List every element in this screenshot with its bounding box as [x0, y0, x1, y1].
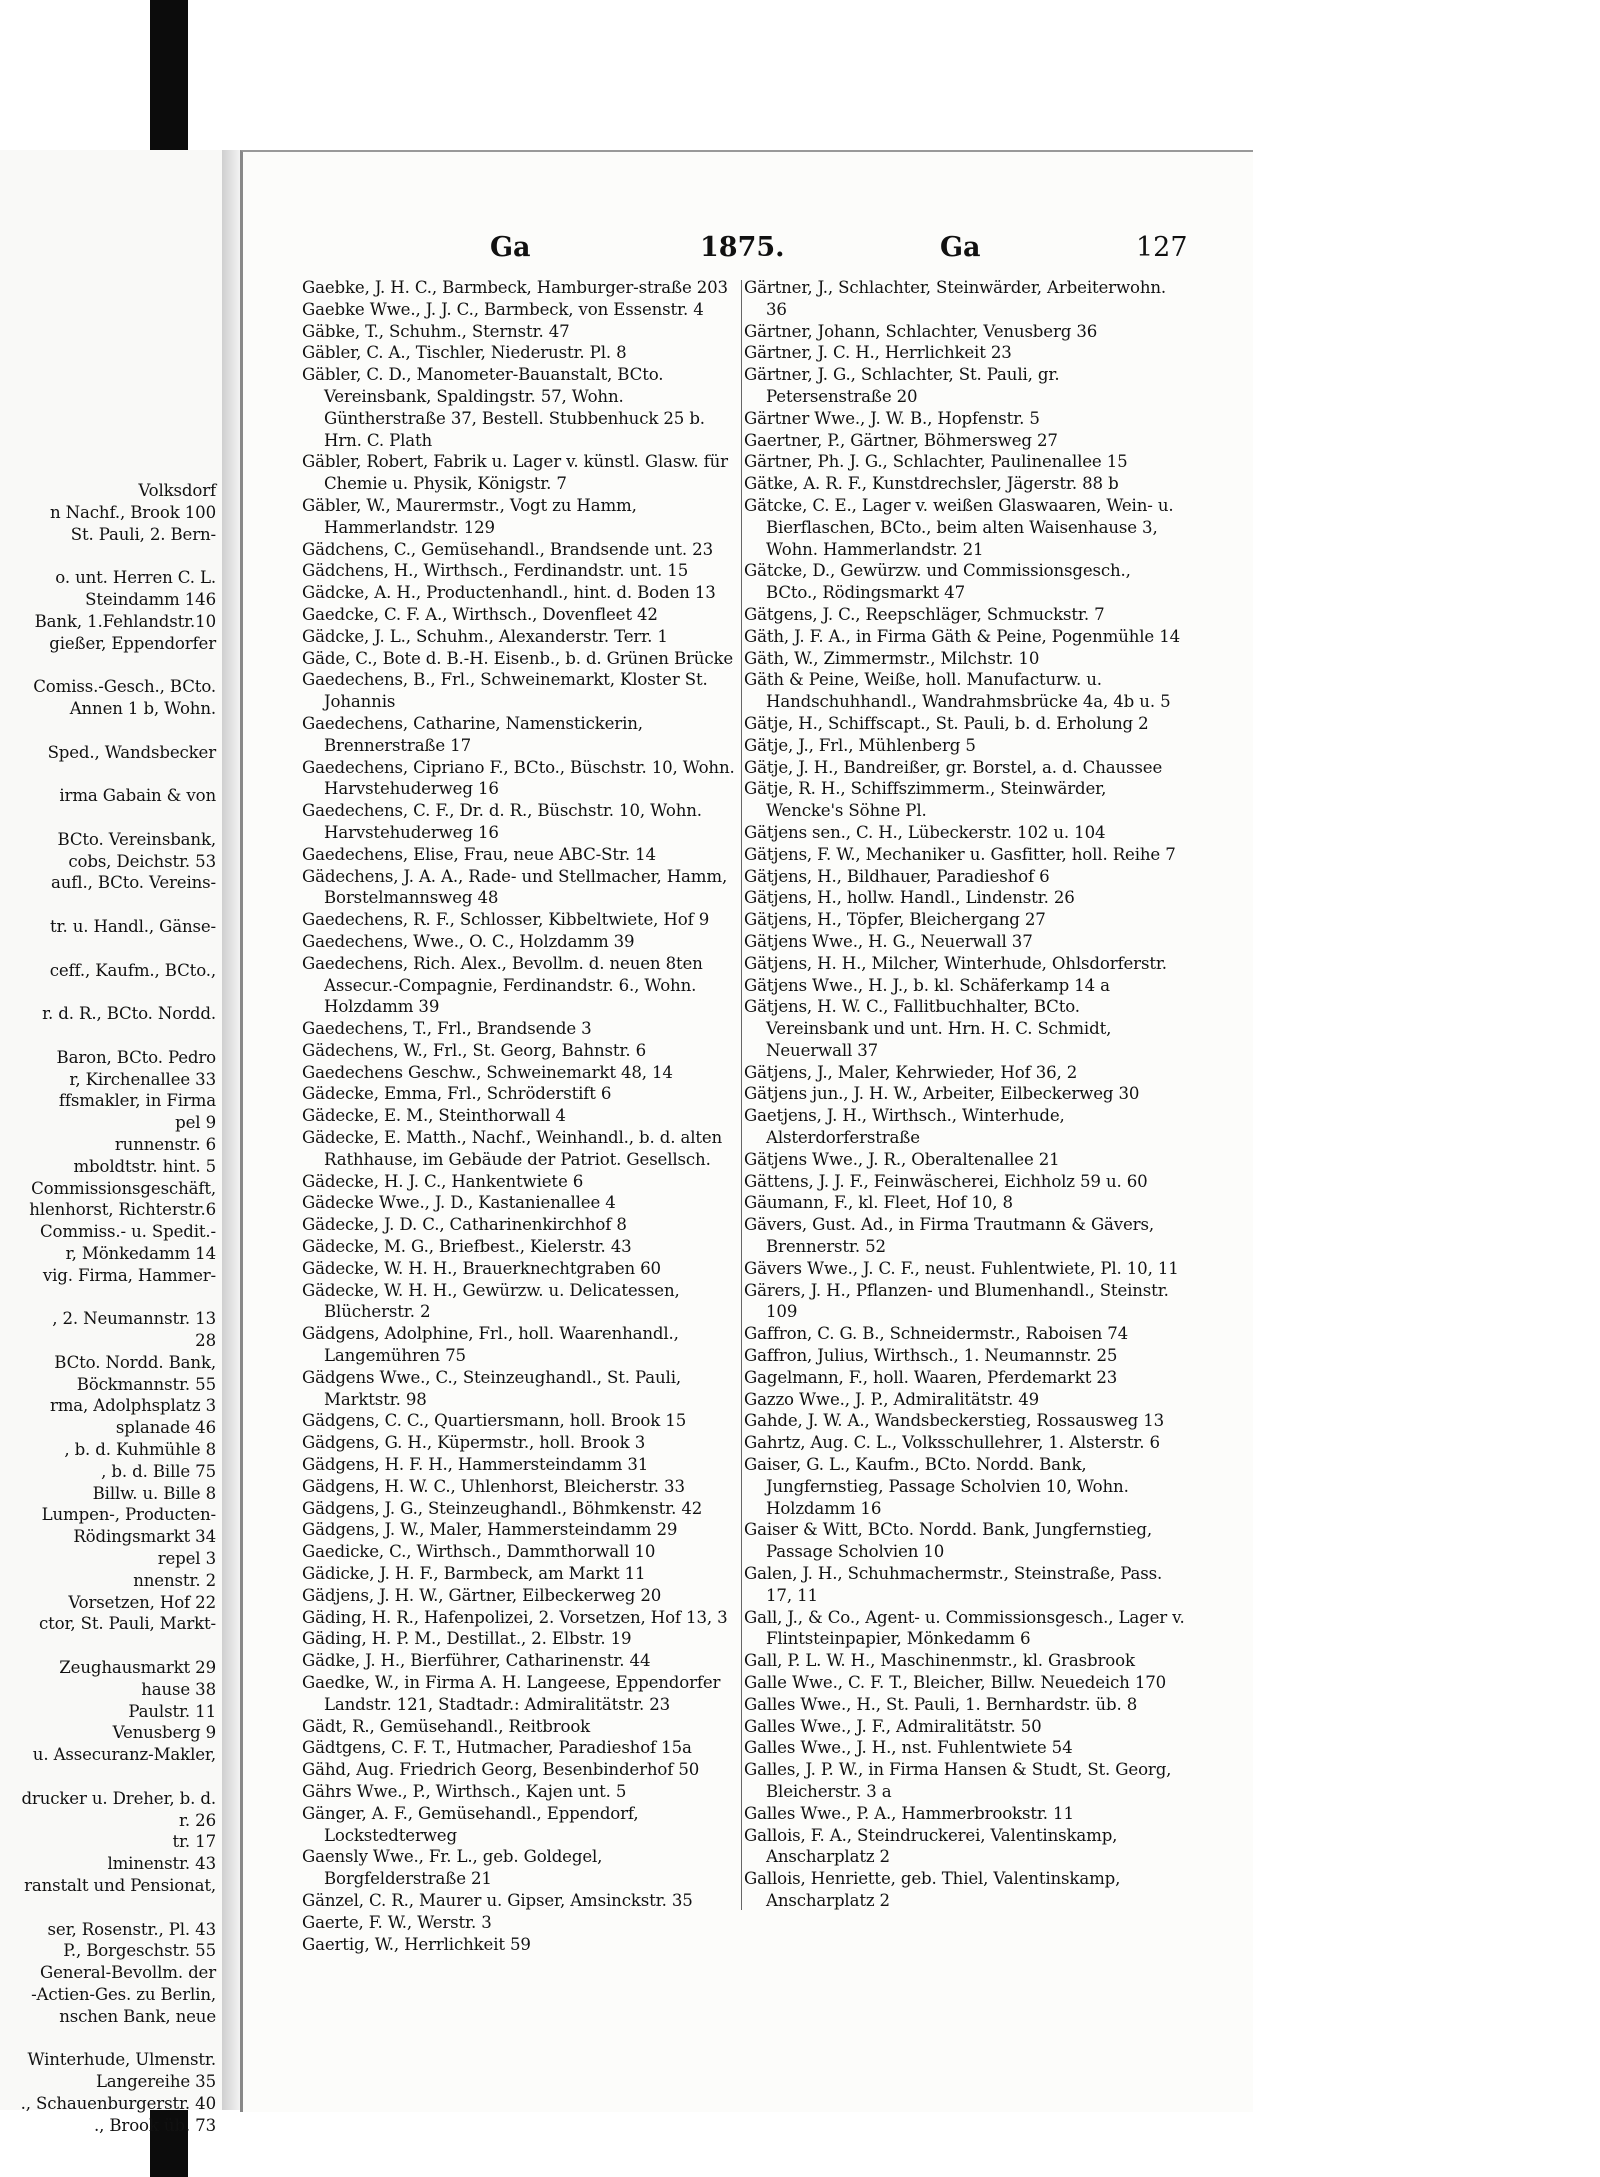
left-fragment-line: ranstalt und Pensionat,: [24, 1876, 216, 1895]
left-page: [0, 150, 224, 2135]
directory-entry: Gaedechens, R. F., Schlosser, Kibbeltwiete, Hof 9: [302, 910, 710, 930]
left-fragment-line: hlenhorst, Richterstr.6: [29, 1200, 216, 1220]
directory-entry: Gädgens, H. F. H., Hammersteindamm 31: [302, 1455, 649, 1475]
left-fragment-line: Lumpen-, Producten-: [41, 1505, 216, 1525]
left-fragment-line: Volksdorf: [138, 481, 216, 500]
directory-entry: Gädcke, A. H., Productenhandl., hint. d. Boden 13: [302, 583, 716, 603]
left-fragment-line: -Actien-Ges. zu Berlin,: [31, 1984, 216, 2004]
directory-entry: Gädecke, Emma, Frl., Schröderstift 6: [302, 1084, 612, 1104]
directory-entry: Gävers, Gust. Ad., in Firma Trautmann & Gävers, Brennerstr. 52: [744, 1215, 1154, 1257]
left-fragment-line: drucker u. Dreher, b. d.: [21, 1788, 216, 1808]
directory-entry: Gäth & Peine, Weiße, holl. Manufacturw. u. Handschuhhandl., Wandrahmsbrücke 4a, 4b u. 5: [744, 670, 1171, 712]
directory-entry: Gaensly Wwe., Fr. L., geb. Goldegel, Borgfelderstraße 21: [302, 1847, 603, 1889]
directory-entry: Gäde, C., Bote d. B.-H. Eisenb., b. d. Grünen Brücke: [302, 648, 734, 668]
directory-entry: Gädecke, H. J. C., Hankentwiete 6: [302, 1171, 584, 1191]
left-fragment-line: pel 9: [175, 1113, 216, 1133]
left-fragment-line: r, Mönkedamm 14: [65, 1243, 216, 1263]
left-fragment-line: hause 38: [141, 1679, 216, 1699]
left-fragment-line: Bank, 1.Fehlandstr.10: [34, 611, 216, 631]
left-fragment-line: ser, Rosenstr., Pl. 43: [47, 1919, 216, 1939]
directory-entry: Gänzel, C. R., Maurer u. Gipser, Amsinckstr. 35: [302, 1890, 693, 1910]
left-fragment-line: cobs, Deichstr. 53: [68, 851, 216, 871]
left-fragment-line: ., Schauenburgerstr. 40: [20, 2093, 216, 2113]
directory-entry: Gaedechens, C. F., Dr. d. R., Büschstr. 10, Wohn. Harvstehuderweg 16: [302, 801, 702, 842]
directory-entry: Gätgens, J. C., Reepschläger, Schmuckstr. 7: [744, 604, 1105, 624]
directory-entry: Gaedechens, T., Frl., Brandsende 3: [302, 1019, 592, 1039]
left-fragment-line: Steindamm 146: [85, 589, 216, 609]
directory-entry: Gallois, Henriette, geb. Thiel, Valentinskamp, Anscharplatz 2: [744, 1869, 1121, 1910]
directory-entry: Gall, J., & Co., Agent- u. Commissionsgesch., Lager v. Flintsteinpapier, Mönkedamm 6: [744, 1607, 1185, 1649]
directory-entry: Gäbler, Robert, Fabrik u. Lager v. künstl. Glasw. für Chemie u. Physik, Königstr. 7: [302, 452, 728, 494]
left-fragment-line: [0, 2028, 222, 2050]
directory-entry: Gaedechens, Rich. Alex., Bevollm. d. neuen 8ten Assecur.-Compagnie, Ferdinandstr. 6., Wohn. Holzdamm 39: [302, 953, 703, 1017]
directory-entry: Gätcke, D., Gewürzw. und Commissionsgesch., BCto., Rödingsmarkt 47: [744, 561, 1131, 603]
left-fragment-line: [0, 654, 222, 676]
page-number: 127: [1136, 232, 1188, 263]
left-fragment-line: [0, 1025, 222, 1047]
left-fragment-line: tr. u. Handl., Gänse-: [50, 916, 216, 936]
running-head: [300, 232, 1200, 268]
directory-entry: Gätjens Wwe., H. J., b. kl. Schäferkamp 14 a: [744, 975, 1110, 995]
directory-entry: Gätje, H., Schiffscapt., St. Pauli, b. d. Erholung 2: [744, 713, 1149, 733]
left-fragment-line: P., Borgeschstr. 55: [63, 1941, 216, 1961]
left-fragment-line: splanade 46: [115, 1418, 216, 1438]
left-fragment-line: [0, 545, 222, 567]
directory-entry: Gädchens, C., Gemüsehandl., Brandsende unt. 23: [302, 539, 713, 559]
directory-entry: Gaedechens, Catharine, Namenstickerin, Brennerstraße 17: [302, 713, 643, 755]
gutter-shadow: [222, 150, 240, 2110]
directory-entry: Gärtner Wwe., J. W. B., Hopfenstr. 5: [744, 408, 1040, 428]
directory-entry: Gaffron, Julius, Wirthsch., 1. Neumannstr. 25: [744, 1346, 1118, 1366]
directory-entry: Gaffron, C. G. B., Schneidermstr., Raboisen 74: [744, 1324, 1129, 1344]
directory-entry: Gätjens, F. W., Mechaniker u. Gasfitter, holl. Reihe 7: [744, 844, 1176, 864]
left-fragment-line: aufl., BCto. Vereins-: [51, 873, 216, 893]
directory-entry: Gätke, A. R. F., Kunstdrechsler, Jägerstr. 88 b: [744, 474, 1119, 494]
directory-entry: Gahde, J. W. A., Wandsbeckerstieg, Rossausweg 13: [744, 1411, 1165, 1431]
left-fragment-line: mboldtstr. hint. 5: [73, 1156, 216, 1176]
left-fragment-line: [0, 894, 222, 916]
left-fragment-line: repel 3: [157, 1549, 216, 1569]
directory-entry: Gärtner, Johann, Schlachter, Venusberg 36: [744, 321, 1098, 341]
directory-entry: Gänger, A. F., Gemüsehandl., Eppendorf, Lockstedterweg: [302, 1803, 639, 1845]
left-fragment-line: BCto. Vereinsbank,: [57, 829, 216, 849]
directory-entry: Gädecke, E. Matth., Nachf., Weinhandl., b. d. alten Rathhause, im Gebäude der Patriot. Gesellsch.: [302, 1128, 723, 1169]
directory-entry: Gärtner, J., Schlachter, Steinwärder, Arbeiterwohn. 36: [744, 278, 1167, 319]
directory-entry: Gädecke, W. H. H., Brauerknechtgraben 60: [302, 1258, 661, 1278]
directory-entry: Gätjens Wwe., J. R., Oberaltenallee 21: [744, 1149, 1060, 1169]
left-fragment-line: Böckmannstr. 55: [76, 1374, 216, 1394]
directory-entry: Gärtner, J. G., Schlachter, St. Pauli, gr. Petersenstraße 20: [744, 365, 1060, 406]
directory-entry: Gaedicke, C., Wirthsch., Dammthorwall 10: [302, 1542, 656, 1562]
directory-entry: Gädcke, J. L., Schuhm., Alexanderstr. Terr. 1: [302, 626, 668, 646]
directory-entry: Gaedke, W., in Firma A. H. Langeese, Eppendorfer Landstr. 121, Stadtadr.: Admiralitätstr. 23: [302, 1673, 721, 1714]
directory-entry: Gädgens Wwe., C., Steinzeughandl., St. Pauli, Marktstr. 98: [302, 1367, 681, 1409]
directory-entry: Gädicke, J. H. F., Barmbeck, am Markt 11: [302, 1564, 646, 1584]
left-fragment-line: [0, 807, 222, 829]
directory-entry: Gädtgens, C. F. T., Hutmacher, Paradieshof 15a: [302, 1738, 692, 1758]
left-fragment-line: Annen 1 b, Wohn.: [69, 698, 216, 718]
directory-entry: Gaetjens, J. H., Wirthsch., Winterhude, Alsterdorferstraße: [744, 1106, 1065, 1148]
directory-entry: Gätjens Wwe., H. G., Neuerwall 37: [744, 931, 1033, 951]
directory-entry: Gätje, J., Frl., Mühlenberg 5: [744, 735, 976, 755]
directory-entry: Gätjens, H., hollw. Handl., Lindenstr. 26: [744, 888, 1075, 908]
directory-entry: Gädgens, J. G., Steinzeughandl., Böhmkenstr. 42: [302, 1498, 703, 1518]
directory-entry: Gädecke Wwe., J. D., Kastanienallee 4: [302, 1193, 616, 1213]
left-fragment-line: lminenstr. 43: [107, 1854, 216, 1874]
directory-entry: Gätjens jun., J. H. W., Arbeiter, Eilbeckerweg 30: [744, 1084, 1140, 1104]
right-column: [744, 277, 1186, 1912]
left-fragment-line: Langereihe 35: [95, 2072, 216, 2092]
left-fragment-line: Winterhude, Ulmenstr.: [27, 2050, 216, 2070]
left-fragment-line: rma, Adolphsplatz 3: [49, 1396, 216, 1416]
left-fragment-line: r. 26: [178, 1810, 216, 1830]
left-fragment-line: [0, 981, 222, 1003]
directory-entry: Gätjens, H. W. C., Fallitbuchhalter, BCto. Vereinsbank und unt. Hrn. H. C. Schmidt, Neuerwall 37: [744, 997, 1112, 1060]
left-fragment-line: Baron, BCto. Pedro: [56, 1047, 216, 1067]
directory-entry: Galles Wwe., J. F., Admiralitätstr. 50: [744, 1716, 1042, 1736]
directory-entry: Galles Wwe., J. H., nst. Fuhlentwiete 54: [744, 1738, 1073, 1758]
directory-entry: Galle Wwe., C. F. T., Bleicher, Billw. Neuedeich 170: [744, 1673, 1167, 1692]
left-fragment-line: , 2. Neumannstr. 13: [52, 1309, 216, 1329]
directory-entry: Gährs Wwe., P., Wirthsch., Kajen unt. 5: [302, 1781, 627, 1801]
header-letters-left: Ga: [490, 232, 531, 263]
header-year: 1875.: [700, 232, 785, 263]
left-fragment-line: u. Assecuranz-Makler,: [32, 1745, 216, 1765]
directory-entry: Gaertig, W., Herrlichkeit 59: [302, 1934, 531, 1954]
left-fragment-line: nnenstr. 2: [133, 1570, 216, 1590]
left-fragment-line: [0, 763, 222, 785]
directory-entry: Gall, P. L. W. H., Maschinenmstr., kl. Grasbrook: [744, 1651, 1135, 1671]
directory-entry: Gaedechens, B., Frl., Schweinemarkt, Kloster St. Johannis: [302, 670, 708, 712]
left-fragment-line: [0, 1766, 222, 1788]
directory-entry: Gaebke, J. H. C., Barmbeck, Hamburger-straße 203: [302, 278, 728, 297]
directory-entry: Gätcke, C. E., Lager v. weißen Glaswaaren, Wein- u. Bierflaschen, BCto., beim alten Waisenhause 3, Wohn. Hammerlandstr. 21: [744, 495, 1174, 559]
left-fragment-line: gießer, Eppendorfer: [49, 633, 216, 653]
directory-entry: Gädjens, J. H. W., Gärtner, Eilbeckerweg 20: [302, 1585, 662, 1605]
directory-entry: Gätje, J. H., Bandreißer, gr. Borstel, a. d. Chaussee: [744, 757, 1163, 777]
directory-entry: Gärtner, J. C. H., Herrlichkeit 23: [744, 343, 1012, 363]
directory-entry: Gätjens, H. H., Milcher, Winterhude, Ohlsdorferstr.: [744, 953, 1167, 973]
directory-entry: Gädgens, C. C., Quartiersmann, holl. Brook 15: [302, 1411, 687, 1431]
left-fragment-line: Rödingsmarkt 34: [73, 1527, 216, 1547]
directory-entry: Gädechens, W., Frl., St. Georg, Bahnstr. 6: [302, 1040, 647, 1060]
directory-entry: Gätjens, H., Töpfer, Bleichergang 27: [744, 910, 1046, 930]
directory-entry: Gaedechens, Cipriano F., BCto., Büschstr. 10, Wohn. Harvstehuderweg 16: [302, 757, 735, 799]
directory-entry: Gäding, H. P. M., Destillat., 2. Elbstr. 19: [302, 1629, 632, 1649]
directory-entry: Gazzo Wwe., J. P., Admiralitätstr. 49: [744, 1389, 1040, 1409]
directory-entry: Gädecke, M. G., Briefbest., Kielerstr. 43: [302, 1237, 632, 1257]
directory-entry: Gätjens, H., Bildhauer, Paradieshof 6: [744, 866, 1050, 886]
left-fragment-line: [0, 1635, 222, 1657]
left-fragment-line: Commiss.- u. Spedit.-: [39, 1222, 216, 1242]
left-fragment-line: Venusberg 9: [112, 1723, 216, 1743]
left-fragment-line: [0, 1897, 222, 1919]
directory-entry: Gärers, J. H., Pflanzen- und Blumenhandl., Steinstr. 109: [744, 1280, 1169, 1322]
directory-entry: Gädecke, J. D. C., Catharinenkirchhof 8: [302, 1215, 627, 1235]
directory-entry: Gallois, F. A., Steindruckerei, Valentinskamp, Anscharplatz 2: [744, 1825, 1118, 1867]
directory-entry: Gäth, J. F. A., in Firma Gäth & Peine, Pogenmühle 14: [744, 626, 1181, 646]
left-column: [302, 277, 742, 1955]
directory-entry: Gätjens sen., C. H., Lübeckerstr. 102 u. 104: [744, 822, 1106, 842]
directory-entry: Gädechens, J. A. A., Rade- und Stellmacher, Hamm, Borstelmannsweg 48: [302, 866, 728, 908]
directory-entry: Gätje, R. H., Schiffszimmerm., Steinwärder, Wencke's Söhne Pl.: [744, 779, 1107, 821]
directory-entry: Gäumann, F., kl. Fleet, Hof 10, 8: [744, 1193, 1013, 1213]
left-fragment-line: Commissionsgeschäft,: [31, 1178, 216, 1198]
left-fragment-line: irma Gabain & von: [59, 786, 216, 806]
left-fragment-line: vig. Firma, Hammer-: [42, 1265, 216, 1285]
directory-entry: Gäding, H. R., Hafenpolizei, 2. Vorsetzen, Hof 13, 3: [302, 1607, 728, 1627]
left-fragment-line: [0, 1286, 222, 1308]
left-fragment-line: St. Pauli, 2. Bern-: [70, 524, 216, 544]
directory-entry: Gaiser, G. L., Kaufm., BCto. Nordd. Bank, Jungfernstieg, Passage Scholvien 10, Wohn. Holzdamm 16: [744, 1455, 1129, 1518]
left-fragment-line: n Nachf., Brook 100: [50, 502, 216, 522]
left-fragment-line: r. d. R., BCto. Nordd.: [42, 1004, 216, 1024]
directory-entry: Gätjens, J., Maler, Kehrwieder, Hof 36, 2: [744, 1062, 1078, 1082]
directory-entry: Gaebke Wwe., J. J. C., Barmbeck, von Essenstr. 4: [302, 299, 704, 319]
directory-entry: Galles Wwe., P. A., Hammerbrookstr. 11: [744, 1803, 1074, 1823]
directory-entry: Gäbler, W., Maurermstr., Vogt zu Hamm, Hammerlandstr. 129: [302, 495, 637, 537]
directory-entry: Gäbler, C. A., Tischler, Niederustr. Pl. 8: [302, 343, 627, 363]
directory-entry: Gädt, R., Gemüsehandl., Reitbrook: [302, 1716, 591, 1736]
directory-entry: Gädke, J. H., Bierführer, Catharinenstr. 44: [302, 1651, 651, 1671]
left-fragment-line: , b. d. Bille 75: [101, 1461, 216, 1481]
directory-entry: Gahrtz, Aug. C. L., Volksschullehrer, 1. Alsterstr. 6: [744, 1433, 1160, 1453]
directory-entry: Gädgens, Adolphine, Frl., holl. Waarenhandl., Langemühren 75: [302, 1324, 679, 1366]
directory-entry: Gädecke, E. M., Steinthorwall 4: [302, 1106, 566, 1126]
left-fragment-line: , b. d. Kuhmühle 8: [64, 1440, 216, 1460]
directory-entry: Gäbler, C. D., Manometer-Bauanstalt, BCto. Vereinsbank, Spaldingstr. 57, Wohn. Güntherstraße 37, Bestell. Stubbenhuck 25 b. Hrn. C. Plath: [302, 365, 705, 450]
directory-entry: Gaertner, P., Gärtner, Böhmersweg 27: [744, 430, 1058, 450]
left-fragment-line: Vorsetzen, Hof 22: [68, 1592, 216, 1612]
left-fragment-line: Comiss.-Gesch., BCto.: [33, 677, 216, 697]
directory-entry: Gädchens, H., Wirthsch., Ferdinandstr. unt. 15: [302, 561, 689, 581]
directory-entry: Galles Wwe., H., St. Pauli, 1. Bernhardstr. üb. 8: [744, 1694, 1138, 1714]
left-fragment-line: 28: [195, 1331, 216, 1351]
left-fragment-line: BCto. Nordd. Bank,: [54, 1352, 216, 1372]
left-fragment-line: Paulstr. 11: [128, 1701, 216, 1721]
header-letters-right: Ga: [940, 232, 981, 263]
left-fragment-line: [0, 938, 222, 960]
directory-entry: Gädecke, W. H. H., Gewürzw. u. Delicatessen, Blücherstr. 2: [302, 1280, 680, 1322]
directory-entry: Gähd, Aug. Friedrich Georg, Besenbinderhof 50: [302, 1760, 700, 1780]
left-fragment-line: Zeughausmarkt 29: [59, 1658, 216, 1678]
left-fragment-line: Sped., Wandsbecker: [47, 742, 216, 762]
directory-entry: Gaedcke, C. F. A., Wirthsch., Dovenfleet 42: [302, 604, 658, 624]
directory-entry: Gäbke, T., Schuhm., Sternstr. 47: [302, 321, 570, 341]
left-fragment-line: tr. 17: [172, 1832, 216, 1852]
directory-entry: Gaedechens, Wwe., O. C., Holzdamm 39: [302, 931, 635, 951]
directory-entry: Gävers Wwe., J. C. F., neust. Fuhlentwiete, Pl. 10, 11: [744, 1258, 1179, 1278]
directory-entry: Galles, J. P. W., in Firma Hansen & Studt, St. Georg, Bleicherstr. 3 a: [744, 1760, 1172, 1801]
left-fragment-line: r, Kirchenallee 33: [69, 1069, 216, 1089]
left-fragment-line: runnenstr. 6: [114, 1134, 216, 1154]
directory-entry: Gaedechens Geschw., Schweinemarkt 48, 14: [302, 1062, 673, 1082]
left-fragment-line: nschen Bank, neue: [59, 2006, 216, 2026]
directory-entry: Gagelmann, F., holl. Waaren, Pferdemarkt 23: [744, 1367, 1118, 1387]
left-fragment-line: ceff., Kaufm., BCto.,: [49, 960, 216, 980]
left-page-fragments: [0, 480, 222, 2137]
left-fragment-line: ctor, St. Pauli, Markt-: [38, 1614, 216, 1634]
directory-entry: Gärtner, Ph. J. G., Schlachter, Paulinenallee 15: [744, 452, 1128, 472]
directory-entry: Gaiser & Witt, BCto. Nordd. Bank, Jungfernstieg, Passage Scholvien 10: [744, 1520, 1152, 1562]
left-fragment-line: o. unt. Herren C. L.: [55, 568, 216, 588]
left-fragment-line: ., Brook üb. 73: [94, 2115, 216, 2135]
directory-entry: Gädgens, G. H., Küpermstr., holl. Brook 3: [302, 1433, 646, 1453]
left-fragment-line: [0, 720, 222, 742]
left-fragment-line: ffsmakler, in Firma: [58, 1091, 216, 1111]
left-fragment-line: Billw. u. Bille 8: [92, 1483, 216, 1503]
directory-entry: Gättens, J. J. F., Feinwäscherei, Eichholz 59 u. 60: [744, 1171, 1148, 1191]
directory-entry: Gaedechens, Elise, Frau, neue ABC-Str. 14: [302, 844, 656, 864]
directory-entry: Gädgens, H. W. C., Uhlenhorst, Bleicherstr. 33: [302, 1476, 685, 1496]
directory-entry: Gäth, W., Zimmermstr., Milchstr. 10: [744, 648, 1040, 668]
directory-entry: Gaerte, F. W., Werstr. 3: [302, 1912, 492, 1932]
directory-entry: Gädgens, J. W., Maler, Hammersteindamm 29: [302, 1520, 678, 1540]
left-fragment-line: General-Bevollm. der: [40, 1963, 216, 1983]
directory-entry: Galen, J. H., Schuhmachermstr., Steinstraße, Pass. 17, 11: [744, 1564, 1163, 1605]
